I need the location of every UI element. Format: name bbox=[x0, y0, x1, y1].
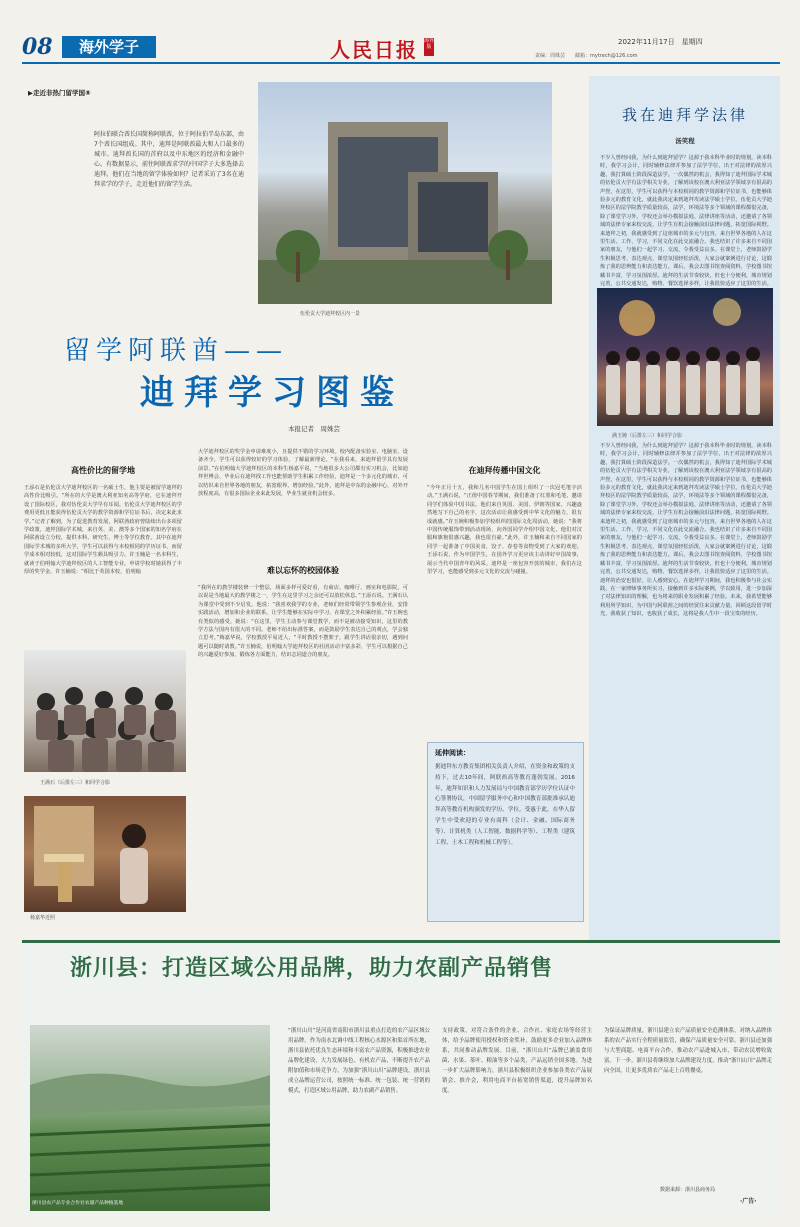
ad-text: 支持政策，对符合条件的企业、合作社、家庭农场等经营主体，给予品牌使用授权和资金奖补，鼓励更多企业加入品牌体系，共同推动品牌发展。目前，“浙川山川”品牌已涵盖食用菌、水果、茶叶、粮油等多个品类，产品远销全国多地。为进一步扩大品牌影响力，浙川县积极组织企业参加各类农产品展销会、推介会，利用电商平台拓宽销售渠道，提升品牌知名度。 bbox=[442, 1028, 592, 1094]
ad-title: 浙川县：打造区域公用品牌，助力农副产品销售 bbox=[70, 955, 554, 981]
section-heading: 高性价比的留学地 bbox=[71, 466, 135, 475]
photo-caption: 满玉婉（后排左三）和同学合影 bbox=[612, 433, 683, 439]
extended-reading-title: 延伸阅读： bbox=[435, 749, 470, 757]
main-photo-caption: 伍伦贡大学迪拜校区内一景 bbox=[300, 311, 361, 317]
article-text: “今年正月十五，我和几名中国学生在国上组织了一次冠毛笔字活动。”王满石说，“正值中国春节期间，我们准备了红墨和毛笔，邀请同学们体验中国书法。他们来自英国、美国、伊朗等国家，兴趣盎然地写下自己的名字，这次活动让我感受到中华文化的魅力，很有成就感。”许玉婉积极参加学校组织的国际文化周活动，她说：“我将中国传统服饰带到活动现场，向外国同学介绍中国文化，他们对汉服和旗袍很感兴趣，我也很自豪。”此外，许玉楠和来自不同国家的同学一起准备了中国美食，饺子、春卷等食物受到了大家的欢迎。王添石说，作为中国学生，在国外学习更应该主动讲好中国故事，展示当代中国青年的风采。迪拜是一座包容开放的城市，我们在这里学习，也能感受到多元文化的交流与碰撞。 bbox=[427, 485, 582, 576]
right-column-author: 汤笑程 bbox=[675, 137, 695, 145]
ad-tag: ·广告· bbox=[740, 1198, 757, 1205]
page-number: 08 bbox=[22, 34, 53, 60]
campus-building-photo bbox=[258, 82, 552, 304]
right-column-text-continued: 不少人曾经问我，为什么到迪拜留学？这源于我本科毕业时的规划。读本科时，我学习会计，同时辅修法律并参加了法学学位，出于对法律的浓厚兴趣，我打算硕士阶段深造法学。一次偶然的机会，我得知了迪拜国际学术城的伍伦贡大学有法学相关专业，了解到该校在澳大利亚法学领域享有很高的声誉，在这里，学生可以获得与本校相同的教学资源和学位证书，也能够体验多元的教育文化，就此我决定来到迪拜攻读法学硕士学位。伍伦贡大学迪拜校区的法学院教学质量较高，法学、环境法等多个领域的课程都很完备，除了课堂学习外，学校还会举办模拟法庭、法律讲座等活动，还邀请了各领域的法律专家来校交流，让学生有机会接触前沿法律问题，拓宽国际视野。来迪拜之初，我就感受到了这座城市的多元与包容，来自世界各地的人在这里生活、工作、学习，不同文化在此交流融合。我也结识了许多来自不同国家的朋友，与他们一起学习、交流，令我受益良多。在课堂上，老师鼓励学生积极思考、表达观点，课堂氛围轻松活泼，大家会就案例进行讨论，这锻炼了我的思辨能力和表达能力。课后，我会去图书馆查阅资料，学校图书馆藏书丰富，学习氛围浓厚。迪拜的生活节奏较快，但也十分便利，城市规划完善，公共交通发达，购物、餐饮选择多样，让我很快适应了这里的生活。迪拜的治安也很好，让人感到安心。在迪拜学习期间，我也积极参与社会实践，在一家律师事务所实习，接触到许多实际案例，学以致用，进一步加深了对法律知识的理解，也为将来的职业发展积累了经验。未来，我希望能够利用所学知识，为中国与阿联酋之间的经贸往来贡献力量。回顾这段留学时光，我收获了知识，也收获了成长，这将是我人生中一段宝贵的经历。 bbox=[600, 443, 772, 618]
photo-caption: 王满石（后排左三）和同学合影 bbox=[40, 780, 111, 786]
night-group-photo bbox=[597, 288, 773, 426]
column-name: 海外学子 bbox=[62, 36, 156, 58]
photo-caption: 杨嘉华近照 bbox=[30, 915, 56, 921]
farm-field-photo bbox=[30, 1025, 270, 1211]
series-label: ▶走近非热门留学国⑧ bbox=[28, 89, 91, 97]
editor-line: 责编：周姝芸 邮箱：mytrech@126.com bbox=[535, 53, 638, 59]
article-text: 大学迪拜校区的奖学金申请难度小，且提供不错的学习环境。校内配备实验室、电脑室、设备齐全，学生可以获得较好的学习体验，了解最新理论。“在我看来，来迪拜留学具有发展前景。”在伯明翰大学迪拜校区的本科生杨嘉平说，“当地很多大公司都有实习机会，比如迪拜世博会、毕业后在迪拜找工作也能帮助学生积累工作经验，迪拜是一个多元化的城市，可以结识来自世界各地的朋友，拓宽眼界，增加经验。”此外，迪拜是中东的金融中心，对外开放程度高，有很多国际企业来此发展，毕业生就业机会较多。 bbox=[198, 449, 408, 498]
byline: 本报记者 周姝芸 bbox=[288, 425, 340, 433]
student-group-photo bbox=[24, 650, 186, 772]
intro-paragraph: 阿拉伯联合酋长国简称阿联酋，位于阿拉伯半岛东部，由7个酋长国组成。其中，迪拜是阿联酋最大和人口最多的城市。迪拜酋长国的首府以及中东地区的经济和金融中心。有数据显示，前往阿联酋求学的中国学子大多选择去迪拜。他们在当地的留学体验如何？记者采访了3名在迪拜求学的学子，走近他们的留学生活。 bbox=[94, 131, 245, 188]
masthead-sub: 海外版 bbox=[424, 38, 434, 56]
headline-kicker: 留学阿联酋—— bbox=[64, 336, 289, 366]
headline-title: 迪拜学习图鉴 bbox=[140, 373, 404, 413]
ad-text: 为保证品牌质量，浙川县建立农产品质量安全追溯体系，对纳入品牌体系的农产品实行全程质量监管，确保产品质量安全可靠。浙川县还加强与大型商超、电商平台合作，推动农产品进城入市，带动农民增收致富。下一步，浙川县将继续加大品牌建设力度，推动“浙川山川”品牌走向全国，让更多优质农产品走上百姓餐桌。 bbox=[604, 1028, 772, 1074]
masthead-logo: 人民日报 bbox=[330, 38, 418, 62]
ad-text: “浙川山川”是河南省南阳市浙川县重点打造的农产品区域公用品牌。作为南水北调中线工程核心水源区和渠首所在地，浙川县依托优良生态环境和丰富农产品资源，积极推进农业品牌化建设，大力发展绿色、有机农产品，不断提升农产品附加值和市场竞争力。为加强“浙川山川”品牌建设，浙川县成立品牌运营公司，按照统一标准、统一包装、统一营销的模式，打造区域公用品牌，助力农副产品销售。 bbox=[288, 1028, 430, 1094]
right-column-title: 我在迪拜学法律 bbox=[621, 106, 748, 124]
article-text: “我所在的教学楼装修一个整层，场面多样可爱好看，有商店、咖啡厅、画室和电影院，可以说是当地最大的教学楼之一，学生在这里学习之余还可以放松休息。”王添石说。王满石认为课堂中受到不少启发。他说：“我喜欢我学的专业，老师们经常带领学生参观企业，安排实践活动，增加和企业的联系，让学生能够在实际中学习，在课堂之外积累经验。”许玉婉也有类似的感受。她说：“在这里，学生主动参与课堂教学，而不是被动接受知识，这里的教学方法与国内有很大的不同。老师不给出标准答案，而是鼓励学生表达自己的观点，学会独立思考。”梅嘉华说，学校教授平易近人，“平时教授不摆架子，跟学生讲话很亲切，遇到问题可以随时请教。”许玉楠说，伯明翰大学迪拜校区的社团活动丰富多彩，学生可以根据自己的兴趣爱好参加，锻炼各方面能力，结识志同道合的朋友。 bbox=[198, 585, 408, 659]
section-heading: 难以忘怀的校园体验 bbox=[267, 566, 339, 575]
ad-credit: 数据来源：浙川县商务局 bbox=[660, 1187, 716, 1193]
section-heading: 在迪拜传播中国文化 bbox=[468, 466, 541, 475]
header-rule bbox=[22, 62, 780, 64]
student-portrait-photo bbox=[24, 796, 186, 912]
extended-reading-text: 据迪拜东方教育集团相关负责人介绍，在资金和政策的支持下，过去10年间，阿联酋高等教育蓬勃发展。2016年，迪拜知识和人力发展局与中国教育部学历学位认证中心签署协议，中国留学服务中心和中国教育部批准承认迪拜高等教育机构颁发的学历、学位。受惠于此，在华人留学生中受欢迎的专业有商科（会计、金融、国际商务等）、计算机类（人工智能、数据科学等）、工程类（建筑工程、土木工程和机械工程等）。 bbox=[435, 764, 575, 846]
article-text: 王添石是伍伦贡大学迪拜校区的一名硕士生，他主要是被留学迪拜的高性价比吸引。“所在的大学是澳大利亚知名高等学府，它在迪拜开设了国际校区，我对伍伦贡大学早有耳闻。伍伦贡大学迪拜校区的学费用更低且能获得伍伦贡大学的教学资源和学位证书后，决定来此求学。”记者了解到，为了促进教育发展，阿联酋政府曾陆续出台多项留学政策，迪拜国际学术城，来自英、美、澳等多个国家的知名学府在阿联酋设立分校，提供本科、研究生、博士等学位教育。其中在迪拜国际学术城的多所大学，学生可以获得与本校相同的学历证书，而留学成本相对较低，这对国际学生颇具吸引力。许玉楠是一名本科生，就读于伯明翰大学迪拜校区的人工智能专业。申请学校时她获得了丰厚的奖学金。许玉楠说：“相比于英国本校，伯明翰 bbox=[24, 485, 182, 576]
right-column-text: 不少人曾经问我，为什么到迪拜留学？这源于我本科毕业时的规划。读本科时，我学习会计，同时辅修法律并参加了法学学位，出于对法律的浓厚兴趣，我打算硕士阶段深造法学。一次偶然的机会，我得知了迪拜国际学术城的伍伦贡大学有法学相关专业，了解到该校在澳大利亚法学领域享有很高的声誉，在这里，学生可以获得与本校相同的教学资源和学位证书，也能够体验多元的教育文化，就此我决定来到迪拜攻读法学硕士学位。伍伦贡大学迪拜校区的法学院教学质量较高，法学、环境法等多个领域的课程都很完备，除了课堂学习外，学校还会举办模拟法庭、法律讲座等活动，还邀请了各领域的法律专家来校交流，让学生有机会接触前沿法律问题，拓宽国际视野。来迪拜之初，我就感受到了这座城市的多元与包容，来自世界各地的人在这里生活、工作、学习，不同文化在此交流融合。我也结识了许多来自不同国家的朋友，与他们一起学习、交流，令我受益良多。在课堂上，老师鼓励学生积极思考、表达观点，课堂氛围轻松活泼，大家会就案例进行讨论，这锻炼了我的思辨能力和表达能力。课后，我会去图书馆查阅资料，学校图书馆藏书丰富，学习氛围浓厚。迪拜的生活节奏较快，但也十分便利，城市规划完善，公共交通发达，购物、餐饮选择多样，让我很快适应了这里的生活。 bbox=[600, 155, 772, 288]
issue-date: 2022年11月17日 星期四 bbox=[618, 38, 703, 46]
ad-photo-caption: 浙川县农产品专业合作社农副产品种植基地 bbox=[32, 1201, 124, 1206]
